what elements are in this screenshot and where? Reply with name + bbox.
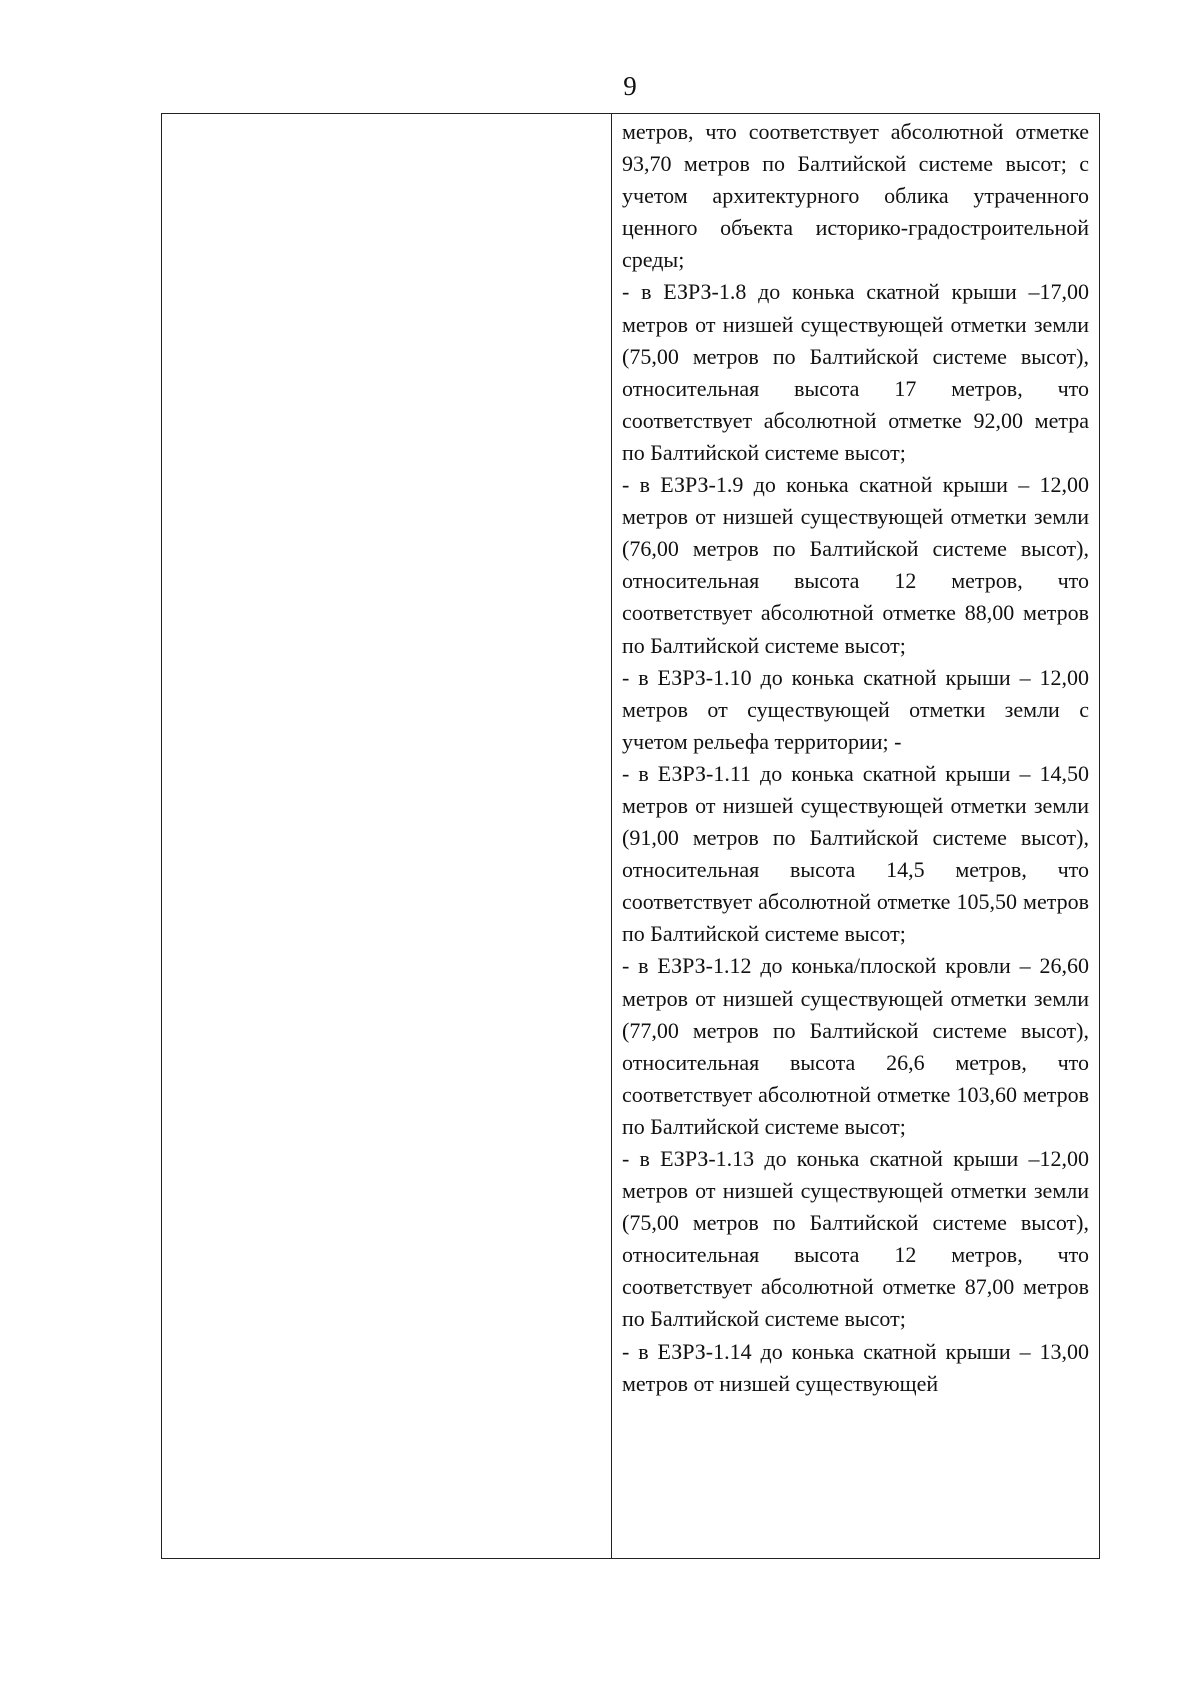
paragraph-ezrz-1-8: - в ЕЗРЗ-1.8 до конька скатной крыши –17,00 метров от низшей существующей отметки земли (75,00 метров по Балтийской системе высот), относительная высота 17 метров, что соответствует абсолютной отметке 92,00 метра по Балтийской системе высот; — [622, 279, 1089, 465]
page-number: 9 — [623, 71, 637, 101]
table-cell-right — [612, 114, 1099, 1558]
paragraph-continuation: метров, что соответствует абсолютной отметке 93,70 метров по Балтийской системе высот; с учетом архитектурного облика утраченного ценного объекта историко-градостроительной среды; — [622, 119, 1089, 273]
paragraph-ezrz-1-9: - в ЕЗРЗ-1.9 до конька скатной крыши – 12,00 метров от низшей существующей отметки земли (76,00 метров по Балтийской системе высот), относительная высота 12 метров, что соответствует абсолютной отметке 88,00 метров по Балтийской системе высот; — [622, 472, 1089, 658]
paragraph-ezrz-1-10: - в ЕЗРЗ-1.10 до конька скатной крыши – 12,00 метров от существующей отметки земли с учетом рельефа территории; - — [622, 664, 1089, 754]
table-cell-left — [162, 114, 612, 1558]
paragraph-ezrz-1-13: - в ЕЗРЗ-1.13 до конька скатной крыши –12,00 метров от низшей существующей отметки земли (75,00 метров по Балтийской системе высот), относительная высота 12 метров, что соответствует абсолютной отметке 87,00 метров по Балтийской системе высот; — [622, 1146, 1089, 1332]
document-table — [161, 113, 1100, 1559]
paragraph-ezrz-1-14: - в ЕЗРЗ-1.14 до конька скатной крыши – 13,00 метров от низшей существующей — [622, 1338, 1089, 1396]
paragraph-ezrz-1-11: - в ЕЗРЗ-1.11 до конька скатной крыши – 14,50 метров от низшей существующей отметки земли (91,00 метров по Балтийской системе высот), относительная высота 14,5 метров, что соответствует абсолютной отметке 105,50 метров по Балтийской системе высот; — [622, 760, 1089, 947]
paragraph-ezrz-1-12: - в ЕЗРЗ-1.12 до конька/плоской кровли – 26,60 метров от низшей существующей отметки земли (77,00 метров по Балтийской системе высот), относительная высота 26,6 метров, что соответствует абсолютной отметке 103,60 метров по Балтийской системе высот; — [622, 953, 1089, 1139]
